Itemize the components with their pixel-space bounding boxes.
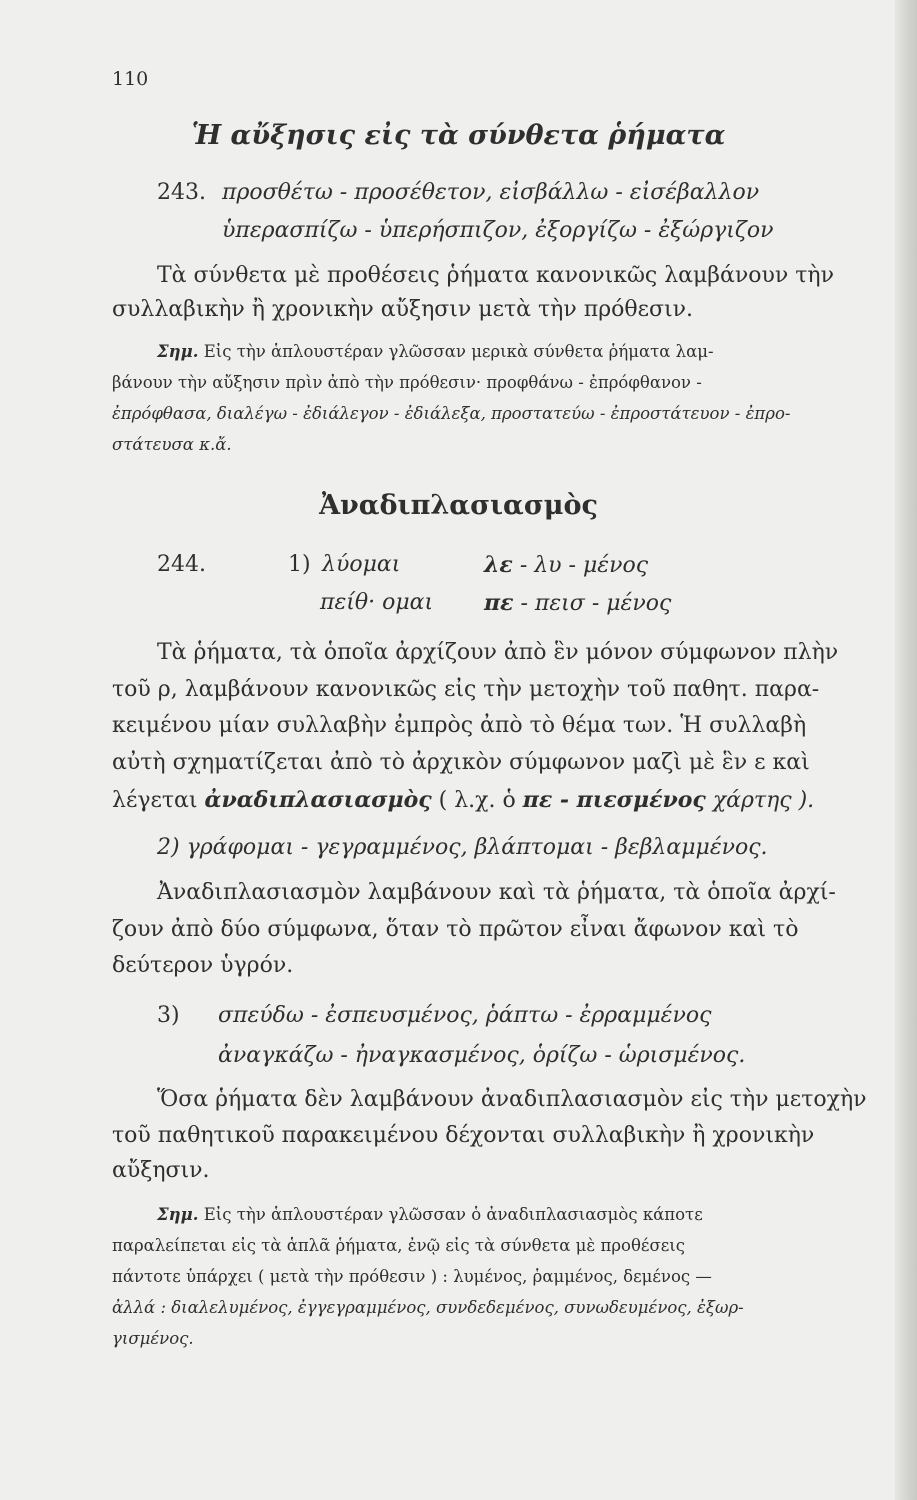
example-word: πείθ· ομαι (320, 590, 434, 615)
section-number-244: 244. (157, 552, 206, 577)
note-line: ἐπρόφθασα, διαλέγω - ἐδιάλεγον - ἐδιάλεξα, προστατεύω - ἐπροστάτευον - ἐπρο- (112, 404, 791, 423)
note-line: βάνουν τὴν αὔξησιν πρὶν ἀπὸ τὴν πρόθεσιν· προφθάνω - ἐπρόφθανον - (112, 373, 702, 392)
paragraph-line: αὐτὴ σχηματίζεται ἀπὸ τὸ ἀρχικὸν σύμφωνον μαζὶ μὲ ἓν ε καὶ (112, 750, 810, 775)
text: ( λ.χ. ὁ (438, 788, 516, 813)
page-spine-shadow (895, 0, 917, 1500)
paragraph-line: Ὅσα ῥήματα δὲν λαμβάνουν ἀναδιπλασιασμὸν εἰς τὴν μετοχὴν (157, 1087, 867, 1112)
term-bold: πε - πιεσμένος (522, 787, 706, 813)
paragraph-line: τοῦ ρ, λαμβάνουν κανονικῶς εἰς τὴν μετοχὴν τοῦ παθητ. παρα- (112, 677, 820, 702)
note-line: πάντοτε ὑπάρχει ( μετὰ τὴν πρόθεσιν ) : λυμένος, ῥαμμένος, δεμένος — (112, 1267, 712, 1286)
example-word: λύομαι (322, 552, 401, 577)
note-line: παραλείπεται εἰς τὰ ἁπλᾶ ῥήματα, ἐνῷ εἰς τὰ σύνθετα μὲ προθέσεις (112, 1236, 685, 1255)
paragraph-line: Τὰ ῥήματα, τὰ ὁποῖα ἀρχίζουν ἀπὸ ἓν μόνον σύμφωνον πλὴν (157, 640, 839, 665)
example-line: προσθέτω - προσέθετον, εἰσβάλλω - εἰσέβαλλον (222, 180, 760, 205)
item-number: 1) (288, 552, 311, 577)
note-line (157, 1205, 703, 1224)
note-line (157, 342, 714, 361)
text: χάρτης ). (712, 788, 815, 813)
paragraph-line: Ἀναδιπλασιασμὸν λαμβάνουν καὶ τὰ ῥήματα, τὰ ὁποῖα ἀρχί- (157, 880, 836, 905)
note-line: στάτευσα κ.ἄ. (112, 435, 232, 454)
text: λέγεται (112, 788, 198, 813)
note-label: Σημ. (157, 342, 199, 361)
paragraph-line: κειμένου μίαν συλλαβὴν ἐμπρὸς ἀπὸ τὸ θέμα των. Ἡ συλλαβὴ (112, 713, 807, 738)
paragraph-line (112, 787, 814, 813)
prefix-bold: λε (484, 552, 513, 578)
paragraph-line: αὔξησιν. (112, 1158, 210, 1183)
example-split (484, 552, 648, 578)
page-number: 110 (112, 68, 149, 90)
example-line: σπεύδω - ἐσπευσμένος, ῥάπτω - ἐρραμμένος (218, 1003, 712, 1028)
note-label: Σημ. (157, 1205, 199, 1224)
note-text: Εἰς τὴν ἁπλουστέραν γλῶσσαν ὁ ἀναδιπλασιασμὸς κάποτε (203, 1205, 703, 1224)
paragraph-line: συλλαβικὴν ἢ χρονικὴν αὔξησιν μετὰ τὴν πρόθεσιν. (112, 297, 694, 322)
example-rest: - λυ - μένος (519, 553, 649, 578)
item-number: 3) (157, 1003, 180, 1028)
example-split (484, 590, 671, 616)
example-line: ἀναγκάζω - ἠναγκασμένος, ὁρίζω - ὡρισμένος. (218, 1043, 746, 1068)
section-title-reduplication: Ἀναδιπλασιασμὸς (319, 490, 598, 521)
prefix-bold: πε (484, 590, 514, 616)
item-2-line: 2) γράφομαι - γεγραμμένος, βλάπτομαι - βεβλαμμένος. (157, 835, 768, 860)
paragraph-line: τοῦ παθητικοῦ παρακειμένου δέχονται συλλαβικὴν ἢ χρονικὴν (112, 1123, 815, 1148)
paragraph-line: ζουν ἀπὸ δύο σύμφωνα, ὅταν τὸ πρῶτον εἶναι ἄφωνον καὶ τὸ (112, 917, 799, 942)
note-line: γισμένος. (112, 1329, 194, 1348)
section-title-augment: Ἡ αὔξησις εἰς τὰ σύνθετα ῥήματα (191, 120, 726, 151)
example-line: ὑπερασπίζω - ὑπερήσπιζον, ἐξοργίζω - ἐξώργιζον (222, 218, 774, 243)
example-rest: - πεισ - μένος (520, 591, 672, 616)
term-bold: ἀναδιπλασιασμὸς (204, 787, 432, 813)
section-number-243: 243. (157, 180, 206, 205)
note-line: ἀλλά : διαλελυμένος, ἐγγεγραμμένος, συνδεδεμένος, συνωδευμένος, ἐξωρ- (112, 1298, 744, 1317)
paragraph-line: δεύτερον ὑγρόν. (112, 953, 294, 978)
paragraph-line: Τὰ σύνθετα μὲ προθέσεις ῥήματα κανονικῶς λαμβάνουν τὴν (157, 263, 834, 288)
note-text: Εἰς τὴν ἁπλουστέραν γλῶσσαν μερικὰ σύνθετα ῥήματα λαμ- (203, 342, 714, 361)
